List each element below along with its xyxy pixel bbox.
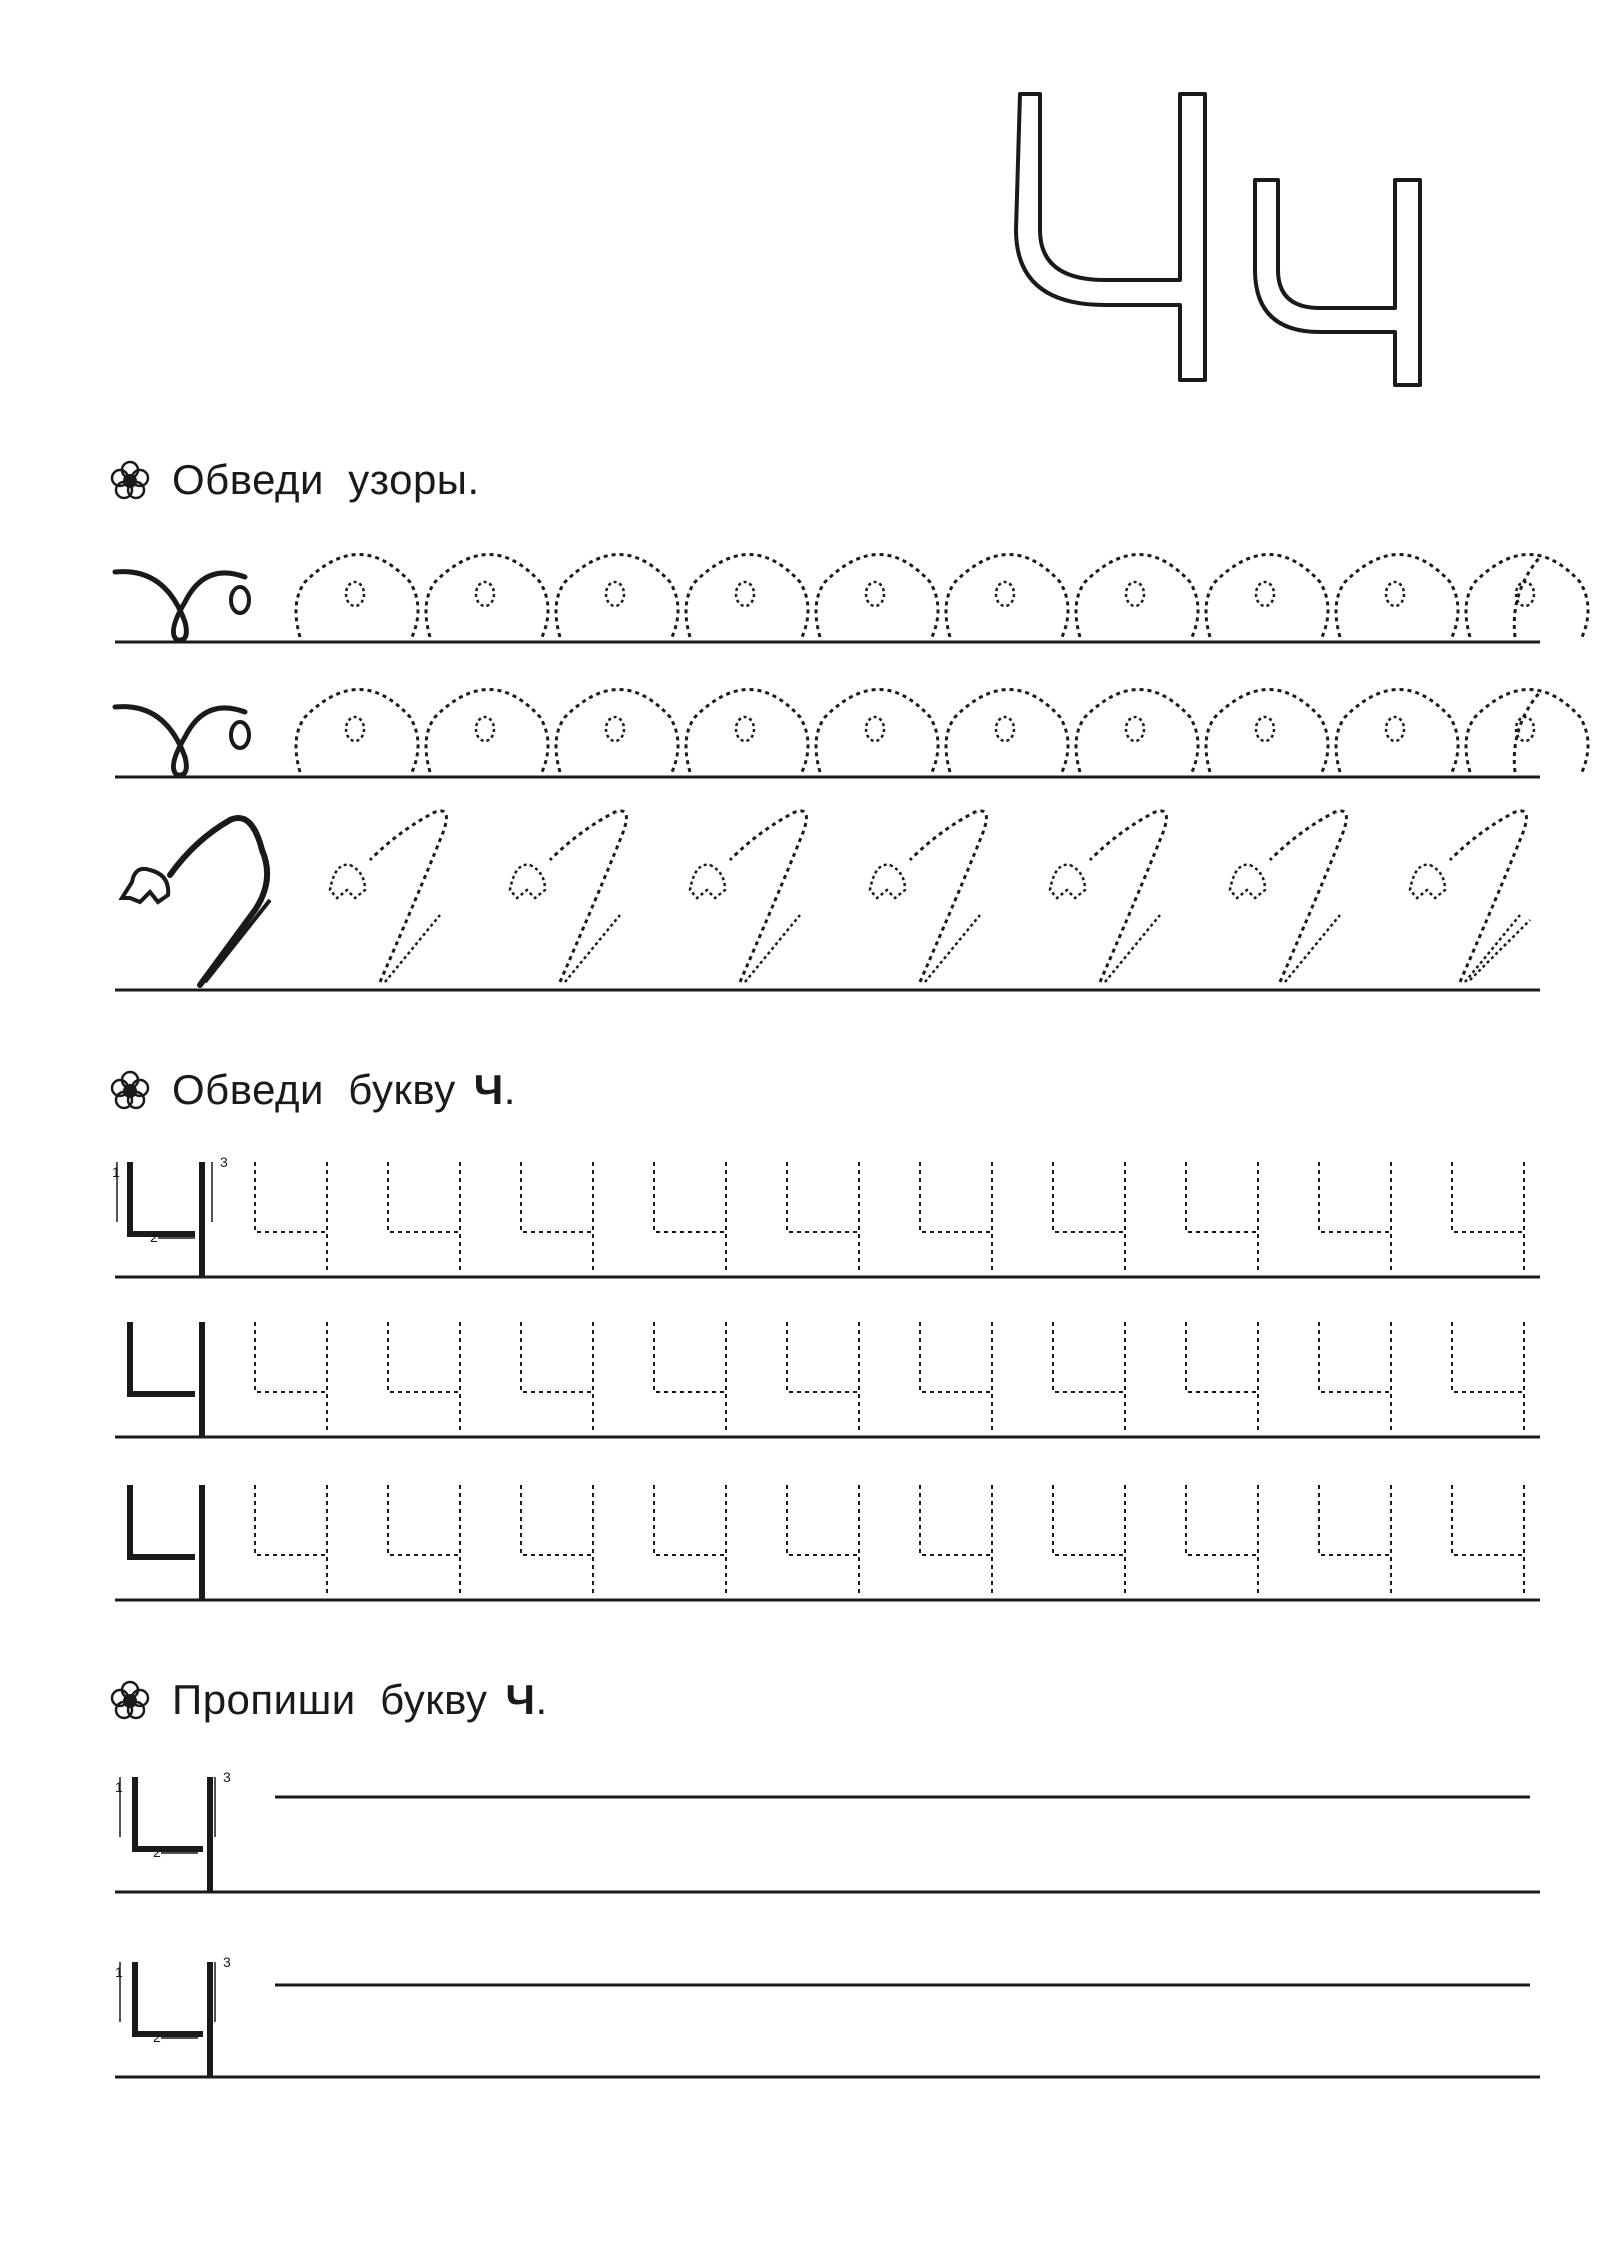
dotted-arch — [426, 555, 548, 638]
stroke-hint-3: 3 — [223, 1954, 231, 1970]
hero-lowercase-glyph — [1255, 180, 1420, 385]
dotted-flower-stem — [1470, 920, 1530, 980]
sample-ring — [231, 587, 249, 613]
section-heading-trace-letter — [110, 1060, 516, 1120]
dotted-letter-ch — [1452, 1322, 1522, 1392]
dotted-flower-bell — [1230, 865, 1265, 898]
dotted-arch — [1514, 692, 1540, 772]
dotted-ring — [1256, 582, 1274, 606]
dotted-letter-ch — [1053, 1322, 1123, 1392]
dotted-ring — [476, 717, 494, 741]
section-heading-patterns — [110, 450, 480, 510]
dotted-letter-ch — [1319, 1322, 1389, 1392]
heading-letter: Ч — [505, 1676, 536, 1723]
dotted-flower-stem — [730, 811, 806, 982]
dotted-letter-ch — [255, 1485, 325, 1555]
dotted-flower-bell — [1050, 865, 1085, 898]
dotted-flower-bell — [1410, 865, 1445, 898]
dotted-letter-ch — [787, 1322, 857, 1392]
pattern-tracing-area — [0, 530, 1600, 1010]
dotted-letter-ch — [1186, 1485, 1256, 1555]
dotted-ring — [606, 582, 624, 606]
dotted-letter-ch — [787, 1485, 857, 1555]
sample-letter-ch — [130, 1322, 195, 1394]
dotted-arch — [1336, 690, 1458, 773]
dotted-flower-stem — [1090, 811, 1166, 982]
dotted-ring — [476, 582, 494, 606]
dotted-letter-ch — [920, 1162, 990, 1232]
heading-text: Обведи узоры. — [172, 456, 480, 503]
dotted-arch — [296, 555, 418, 638]
dotted-ring — [736, 717, 754, 741]
flower-bullet-icon — [110, 1070, 150, 1110]
dotted-ring — [1386, 717, 1404, 741]
stroke-hint-3: 3 — [220, 1154, 228, 1170]
dotted-letter-ch — [1452, 1485, 1522, 1555]
dotted-arch — [1336, 555, 1458, 638]
dotted-flower-bell — [510, 865, 545, 898]
dotted-flower-bell — [330, 865, 365, 898]
dotted-ring — [866, 717, 884, 741]
dotted-arch — [816, 690, 938, 773]
dotted-arch — [1076, 555, 1198, 638]
dotted-letter-ch — [787, 1162, 857, 1232]
dotted-ring — [996, 717, 1014, 741]
dotted-arch — [556, 555, 678, 638]
stroke-hint-1: 1 — [112, 1164, 120, 1180]
dotted-arch — [1206, 690, 1328, 773]
sample-flower-bell — [122, 869, 168, 902]
dotted-letter-ch — [255, 1322, 325, 1392]
heading-text: Пропиши букву — [172, 1676, 488, 1723]
sample-flower-stem — [205, 900, 270, 982]
heading-letter: Ч — [473, 1066, 504, 1113]
stroke-hint-2: 2 — [153, 2029, 161, 2045]
dotted-letter-ch — [1186, 1162, 1256, 1232]
dotted-arch — [296, 690, 418, 773]
dotted-flower-stem — [1270, 811, 1346, 982]
stroke-hint-3: 3 — [223, 1769, 231, 1785]
sample-letter-ch — [135, 1777, 203, 1849]
dotted-arch — [946, 690, 1068, 773]
heading-text: Обведи букву — [172, 1066, 456, 1113]
dotted-letter-ch — [1319, 1485, 1389, 1555]
dotted-ring — [1256, 717, 1274, 741]
stroke-hint-2: 2 — [150, 1229, 158, 1245]
dotted-flower-stem — [370, 811, 446, 982]
dotted-arch — [686, 555, 808, 638]
dotted-arch — [1466, 690, 1588, 773]
dotted-letter-ch — [654, 1485, 724, 1555]
dotted-letter-ch — [521, 1162, 591, 1232]
dotted-ring — [736, 582, 754, 606]
heading-punct: . — [503, 1066, 516, 1113]
dotted-letter-ch — [388, 1162, 458, 1232]
flower-bullet-icon — [110, 460, 150, 500]
dotted-letter-ch — [255, 1162, 325, 1232]
stroke-hint-2: 2 — [153, 1844, 161, 1860]
dotted-letter-ch — [920, 1485, 990, 1555]
dotted-ring — [1126, 582, 1144, 606]
flower-bullet-icon — [110, 1680, 150, 1720]
dotted-ring — [606, 717, 624, 741]
dotted-letter-ch — [654, 1162, 724, 1232]
dotted-arch — [426, 690, 548, 773]
hero-letter-ch — [1000, 80, 1480, 400]
dotted-arch — [1206, 555, 1328, 638]
sample-letter-ch — [130, 1162, 195, 1234]
dotted-ring — [996, 582, 1014, 606]
dotted-letter-ch — [521, 1322, 591, 1392]
dotted-arch — [1514, 557, 1540, 637]
section-heading-write-letter — [110, 1670, 548, 1730]
dotted-ring — [346, 582, 364, 606]
dotted-ring — [346, 717, 364, 741]
stroke-hint-1: 1 — [115, 1779, 123, 1795]
dotted-letter-ch — [654, 1322, 724, 1392]
dotted-arch — [816, 555, 938, 638]
sample-letter-ch — [135, 1962, 203, 2034]
stroke-hint-1: 1 — [115, 1964, 123, 1980]
sample-flower-stem — [170, 818, 267, 985]
hero-uppercase-glyph — [1016, 94, 1205, 380]
dotted-letter-ch — [1053, 1485, 1123, 1555]
dotted-flower-stem — [550, 811, 626, 982]
dotted-letter-ch — [920, 1322, 990, 1392]
dotted-flower-stem — [910, 811, 986, 982]
dotted-ring — [1386, 582, 1404, 606]
dotted-flower-bell — [690, 865, 725, 898]
dotted-ring — [1126, 717, 1144, 741]
dotted-letter-ch — [1053, 1162, 1123, 1232]
dotted-letter-ch — [521, 1485, 591, 1555]
heading-punct: . — [535, 1676, 548, 1723]
dotted-arch — [556, 690, 678, 773]
dotted-letter-ch — [1186, 1322, 1256, 1392]
sample-letter-ch — [130, 1485, 195, 1557]
dotted-flower-bell — [870, 865, 905, 898]
dotted-letter-ch — [388, 1322, 458, 1392]
sample-loop-pattern — [115, 572, 245, 641]
dotted-arch — [1466, 555, 1588, 638]
dotted-arch — [946, 555, 1068, 638]
dotted-letter-ch — [1452, 1162, 1522, 1232]
dotted-flower-stem — [1450, 811, 1526, 982]
sample-ring — [231, 722, 249, 748]
letter-tracing-area — [0, 1140, 1600, 1640]
sample-loop-pattern — [115, 707, 245, 776]
dotted-arch — [1076, 690, 1198, 773]
dotted-letter-ch — [1319, 1162, 1389, 1232]
dotted-ring — [866, 582, 884, 606]
dotted-letter-ch — [388, 1485, 458, 1555]
dotted-arch — [686, 690, 808, 773]
letter-writing-area — [0, 1740, 1600, 2120]
